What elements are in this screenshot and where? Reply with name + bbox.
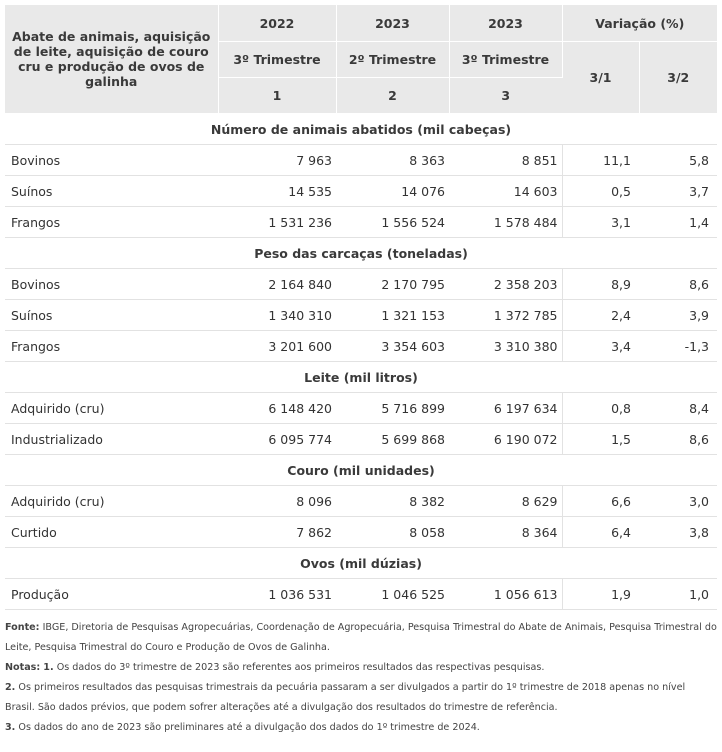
note-2-label: 2. xyxy=(5,682,16,693)
row-label: Adquirido (cru) xyxy=(5,486,218,517)
corner-header: Abate de animais, aquisição de leite, aquisição de couro cru e produção de ovos de galinha xyxy=(5,5,218,114)
row-label: Industrializado xyxy=(5,424,218,455)
value-cell: 3 201 600 xyxy=(218,331,336,362)
table-row xyxy=(5,517,717,548)
section-row xyxy=(5,114,717,145)
variation-cell: 2,4 xyxy=(562,300,639,331)
table-notes xyxy=(5,618,717,738)
value-cell: 7 862 xyxy=(218,517,336,548)
table-row xyxy=(5,424,717,455)
note-1-text: Os dados do 3º trimestre de 2023 são referentes aos primeiros resultados das respectivas pesquisas. xyxy=(56,662,545,673)
value-cell: 8 364 xyxy=(449,517,562,548)
variation-cell: 8,6 xyxy=(639,269,717,300)
row-label: Bovinos xyxy=(5,145,218,176)
note-1 xyxy=(5,658,717,678)
quarter-header-2: 2º Trimestre xyxy=(336,42,449,78)
value-cell: 7 963 xyxy=(218,145,336,176)
quarter-header-1: 3º Trimestre xyxy=(218,42,336,78)
table-row xyxy=(5,393,717,424)
value-cell: 6 190 072 xyxy=(449,424,562,455)
variation-cell: 1,9 xyxy=(562,579,639,610)
table-row xyxy=(5,300,717,331)
value-cell: 6 148 420 xyxy=(218,393,336,424)
value-cell: 1 046 525 xyxy=(336,579,449,610)
table-row xyxy=(5,486,717,517)
row-label: Suínos xyxy=(5,300,218,331)
note-3-label: 3. xyxy=(5,722,16,733)
value-cell: 1 321 153 xyxy=(336,300,449,331)
value-cell: 2 358 203 xyxy=(449,269,562,300)
source-note xyxy=(5,618,717,658)
section-title: Leite (mil litros) xyxy=(5,362,717,393)
note-2 xyxy=(5,678,717,718)
year-header-3: 2023 xyxy=(449,5,562,42)
variation-cell: 11,1 xyxy=(562,145,639,176)
value-cell: 8 851 xyxy=(449,145,562,176)
variation-cell: 8,6 xyxy=(639,424,717,455)
value-cell: 6 197 634 xyxy=(449,393,562,424)
section-title: Peso das carcaças (toneladas) xyxy=(5,238,717,269)
variation-cell: 3,0 xyxy=(639,486,717,517)
variation-cell: -1,3 xyxy=(639,331,717,362)
value-cell: 1 578 484 xyxy=(449,207,562,238)
value-cell: 5 699 868 xyxy=(336,424,449,455)
year-header-1: 2022 xyxy=(218,5,336,42)
variation-3-1-header: 3/1 xyxy=(562,42,639,114)
value-cell: 8 382 xyxy=(336,486,449,517)
table-row xyxy=(5,269,717,300)
note-3 xyxy=(5,718,717,738)
value-cell: 8 363 xyxy=(336,145,449,176)
row-label: Produção xyxy=(5,579,218,610)
row-label: Frangos xyxy=(5,331,218,362)
variation-cell: 3,4 xyxy=(562,331,639,362)
variation-header: Variação (%) xyxy=(562,5,717,42)
variation-cell: 0,8 xyxy=(562,393,639,424)
section-row xyxy=(5,548,717,579)
variation-cell: 8,4 xyxy=(639,393,717,424)
variation-3-2-header: 3/2 xyxy=(639,42,717,114)
value-cell: 2 170 795 xyxy=(336,269,449,300)
value-cell: 8 629 xyxy=(449,486,562,517)
value-cell: 8 058 xyxy=(336,517,449,548)
section-title: Couro (mil unidades) xyxy=(5,455,717,486)
table-body xyxy=(5,114,717,610)
value-cell: 1 340 310 xyxy=(218,300,336,331)
value-cell: 1 556 524 xyxy=(336,207,449,238)
variation-cell: 3,9 xyxy=(639,300,717,331)
section-title: Número de animais abatidos (mil cabeças) xyxy=(5,114,717,145)
livestock-statistics-table xyxy=(5,5,717,610)
section-row xyxy=(5,238,717,269)
statistics-table-container xyxy=(5,0,717,738)
table-row xyxy=(5,176,717,207)
value-cell: 5 716 899 xyxy=(336,393,449,424)
row-label: Suínos xyxy=(5,176,218,207)
value-cell: 6 095 774 xyxy=(218,424,336,455)
value-cell: 1 056 613 xyxy=(449,579,562,610)
row-label: Frangos xyxy=(5,207,218,238)
section-row xyxy=(5,455,717,486)
source-label: Fonte: xyxy=(5,622,40,633)
row-label: Bovinos xyxy=(5,269,218,300)
source-text: IBGE, Diretoria de Pesquisas Agropecuárias, Coordenação de Agropecuária, Pesquisa Trimestral do Abate de Animais, Pesquisa Trimestral do Leite, Pesquisa Trimestral do Couro e Produção de Ovos de Galinha. xyxy=(5,622,717,653)
row-label: Curtido xyxy=(5,517,218,548)
variation-cell: 3,7 xyxy=(639,176,717,207)
value-cell: 2 164 840 xyxy=(218,269,336,300)
variation-cell: 5,8 xyxy=(639,145,717,176)
value-cell: 14 603 xyxy=(449,176,562,207)
value-cell: 1 372 785 xyxy=(449,300,562,331)
variation-cell: 6,6 xyxy=(562,486,639,517)
variation-cell: 1,0 xyxy=(639,579,717,610)
variation-cell: 3,1 xyxy=(562,207,639,238)
variation-cell: 1,5 xyxy=(562,424,639,455)
value-cell: 1 531 236 xyxy=(218,207,336,238)
value-cell: 1 036 531 xyxy=(218,579,336,610)
table-row xyxy=(5,145,717,176)
note-3-text: Os dados do ano de 2023 são preliminares até a divulgação dos dados do 1º trimestre de 2024. xyxy=(18,722,480,733)
variation-cell: 3,8 xyxy=(639,517,717,548)
value-cell: 3 354 603 xyxy=(336,331,449,362)
index-header-1: 1 xyxy=(218,78,336,114)
table-row xyxy=(5,579,717,610)
index-header-3: 3 xyxy=(449,78,562,114)
value-cell: 14 076 xyxy=(336,176,449,207)
value-cell: 14 535 xyxy=(218,176,336,207)
table-row xyxy=(5,207,717,238)
header-row-years xyxy=(5,5,717,42)
note-1-label: 1. xyxy=(43,662,54,673)
value-cell: 8 096 xyxy=(218,486,336,517)
variation-cell: 0,5 xyxy=(562,176,639,207)
note-2-text: Os primeiros resultados das pesquisas trimestrais da pecuária passaram a ser divulgados a partir do 1º trimestre de 2018 apenas no nível Brasil. São dados prévios, que podem sofrer alterações até a divulgação dos resultados do trimestre de referência. xyxy=(5,682,686,713)
year-header-2: 2023 xyxy=(336,5,449,42)
index-header-2: 2 xyxy=(336,78,449,114)
quarter-header-3: 3º Trimestre xyxy=(449,42,562,78)
section-title: Ovos (mil dúzias) xyxy=(5,548,717,579)
variation-cell: 8,9 xyxy=(562,269,639,300)
notes-label: Notas: xyxy=(5,662,41,673)
value-cell: 3 310 380 xyxy=(449,331,562,362)
table-header xyxy=(5,5,717,114)
variation-cell: 1,4 xyxy=(639,207,717,238)
variation-cell: 6,4 xyxy=(562,517,639,548)
row-label: Adquirido (cru) xyxy=(5,393,218,424)
table-row xyxy=(5,331,717,362)
section-row xyxy=(5,362,717,393)
